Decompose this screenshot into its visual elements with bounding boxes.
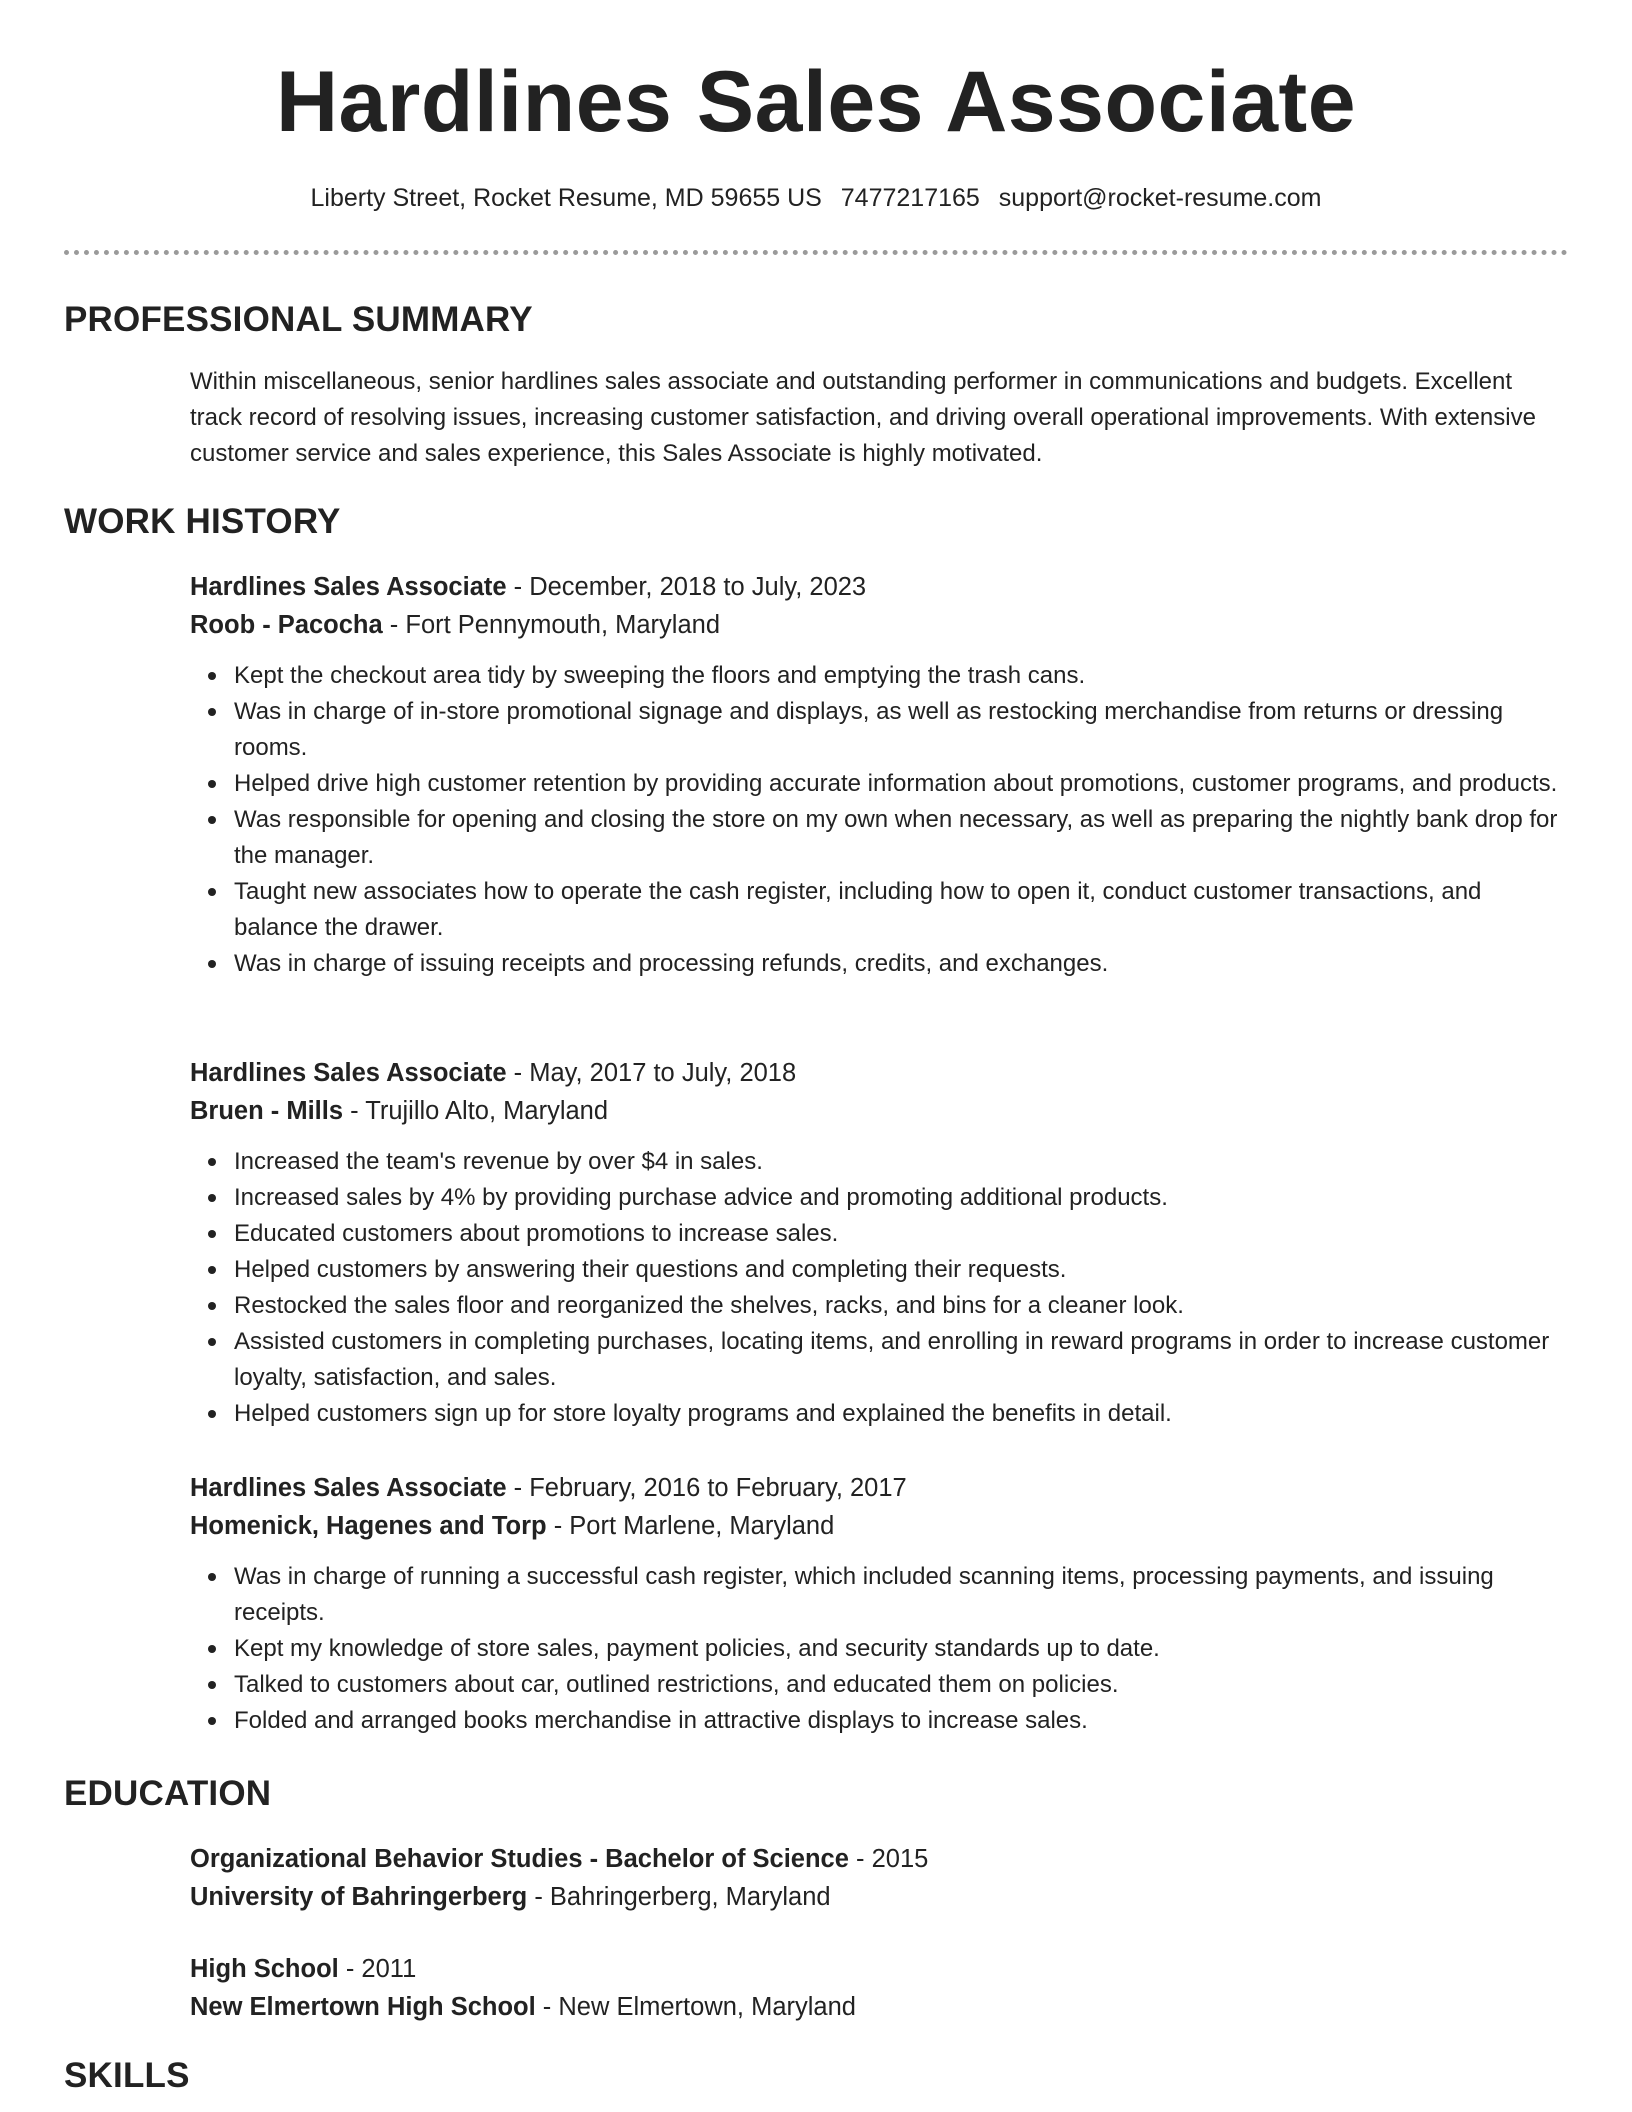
list-item: Was responsible for opening and closing the store on my own when necessary, as well as preparing the nightly bank drop for the manager.: [234, 802, 1570, 874]
contact-email: support@rocket-resume.com: [998, 184, 1322, 212]
job-title: Hardlines Sales Associate: [190, 1059, 507, 1087]
education-school: University of Bahringerberg: [190, 1883, 528, 1911]
bullet-icon: [208, 1158, 216, 1166]
job-location: - Fort Pennymouth, Maryland: [382, 611, 721, 639]
list-item: Was in charge of running a successful cash register, which included scanning items, processing payments, and issuing receipts.: [234, 1559, 1570, 1631]
bullet-icon: [208, 1338, 216, 1346]
list-item: Was in charge of issuing receipts and processing refunds, credits, and exchanges.: [234, 946, 1570, 982]
education-degree-line: [190, 1950, 1570, 1988]
job-company-line: [190, 1092, 1570, 1130]
education-year: - 2015: [848, 1845, 929, 1873]
job-dates: - December, 2018 to July, 2023: [506, 573, 867, 601]
job-title: Hardlines Sales Associate: [190, 1474, 507, 1502]
job-bullet-list: [190, 658, 1570, 982]
education-entry: [190, 1950, 1570, 2026]
bullet-icon: [208, 708, 216, 716]
bullet-icon: [208, 1681, 216, 1689]
list-item: Educated customers about promotions to increase sales.: [234, 1216, 1570, 1252]
job-dates: - May, 2017 to July, 2018: [506, 1059, 797, 1087]
bullet-icon: [208, 1645, 216, 1653]
summary-block: [190, 364, 1570, 472]
education-location: - Bahringerberg, Maryland: [527, 1883, 831, 1911]
job-bullet-list: [190, 1144, 1570, 1432]
list-item: Helped drive high customer retention by providing accurate information about promotions, customer programs, and products.: [234, 766, 1570, 802]
contact-phone: 7477217165: [840, 184, 980, 212]
job-title-line: [190, 1469, 1570, 1507]
job-entry: [190, 568, 1570, 982]
bullet-icon: [208, 1410, 216, 1418]
job-company: Roob - Pacocha: [190, 611, 383, 639]
resume-name-heading: Hardlines Sales Associate: [275, 54, 1357, 150]
job-location: - Trujillo Alto, Maryland: [343, 1097, 609, 1125]
list-item: Increased the team's revenue by over $4 in sales.: [234, 1144, 1570, 1180]
bullet-icon: [208, 672, 216, 680]
list-item: Assisted customers in completing purchases, locating items, and enrolling in reward programs in order to increase customer loyalty, satisfaction, and sales.: [234, 1324, 1570, 1396]
education-school: New Elmertown High School: [190, 1993, 536, 2021]
contact-line: [0, 180, 1632, 216]
contact-address: Liberty Street, Rocket Resume, MD 59655 US: [310, 184, 822, 212]
job-location: - Port Marlene, Maryland: [546, 1512, 835, 1540]
job-bullet-list: [190, 1559, 1570, 1739]
job-title: Hardlines Sales Associate: [190, 573, 507, 601]
education-year: - 2011: [338, 1955, 417, 1983]
list-item: Was in charge of in-store promotional signage and displays, as well as restocking merchandise from returns or dressing rooms.: [234, 694, 1570, 766]
job-entry: [190, 1054, 1570, 1432]
education-entry: [190, 1840, 1570, 1916]
list-item: Taught new associates how to operate the cash register, including how to open it, conduct customer transactions, and balance the drawer.: [234, 874, 1570, 946]
education-degree: High School: [190, 1955, 339, 1983]
bullet-icon: [208, 960, 216, 968]
section-title-summary: PROFESSIONAL SUMMARY: [64, 300, 533, 339]
bullet-icon: [208, 780, 216, 788]
list-item: Increased sales by 4% by providing purchase advice and promoting additional products.: [234, 1180, 1570, 1216]
education-degree-line: [190, 1840, 1570, 1878]
section-title-skills: SKILLS: [64, 2056, 190, 2095]
job-company: Homenick, Hagenes and Torp: [190, 1512, 547, 1540]
section-title-work-history: WORK HISTORY: [64, 502, 341, 541]
education-degree: Organizational Behavior Studies - Bachelor of Science: [190, 1845, 849, 1873]
list-item: Kept the checkout area tidy by sweeping the floors and emptying the trash cans.: [234, 658, 1570, 694]
education-location: - New Elmertown, Maryland: [535, 1993, 856, 2021]
bullet-icon: [208, 1194, 216, 1202]
bullet-icon: [208, 1302, 216, 1310]
bullet-icon: [208, 1266, 216, 1274]
bullet-icon: [208, 1230, 216, 1238]
bullet-icon: [208, 1573, 216, 1581]
job-title-line: [190, 1054, 1570, 1092]
bullet-icon: [208, 888, 216, 896]
header-divider: [64, 250, 1568, 255]
bullet-icon: [208, 1717, 216, 1725]
list-item: Kept my knowledge of store sales, payment policies, and security standards up to date.: [234, 1631, 1570, 1667]
education-school-line: [190, 1988, 1570, 2026]
job-entry: [190, 1469, 1570, 1739]
section-title-education: EDUCATION: [64, 1774, 272, 1813]
summary-text: Within miscellaneous, senior hardlines sales associate and outstanding performer in communications and budgets. Excellent track record of resolving issues, increasing customer satisfaction, and driving overall operational improvements. With extensive customer service and sales experience, this Sales Associate is highly motivated.: [190, 368, 1536, 467]
list-item: Restocked the sales floor and reorganized the shelves, racks, and bins for a cleaner look.: [234, 1288, 1570, 1324]
list-item: Helped customers by answering their questions and completing their requests.: [234, 1252, 1570, 1288]
job-dates: - February, 2016 to February, 2017: [506, 1474, 907, 1502]
list-item: Talked to customers about car, outlined restrictions, and educated them on policies.: [234, 1667, 1570, 1703]
job-title-line: [190, 568, 1570, 606]
job-company-line: [190, 606, 1570, 644]
bullet-icon: [208, 816, 216, 824]
list-item: Folded and arranged books merchandise in attractive displays to increase sales.: [234, 1703, 1570, 1739]
job-company: Bruen - Mills: [190, 1097, 344, 1125]
job-company-line: [190, 1507, 1570, 1545]
list-item: Helped customers sign up for store loyalty programs and explained the benefits in detail.: [234, 1396, 1570, 1432]
education-school-line: [190, 1878, 1570, 1916]
